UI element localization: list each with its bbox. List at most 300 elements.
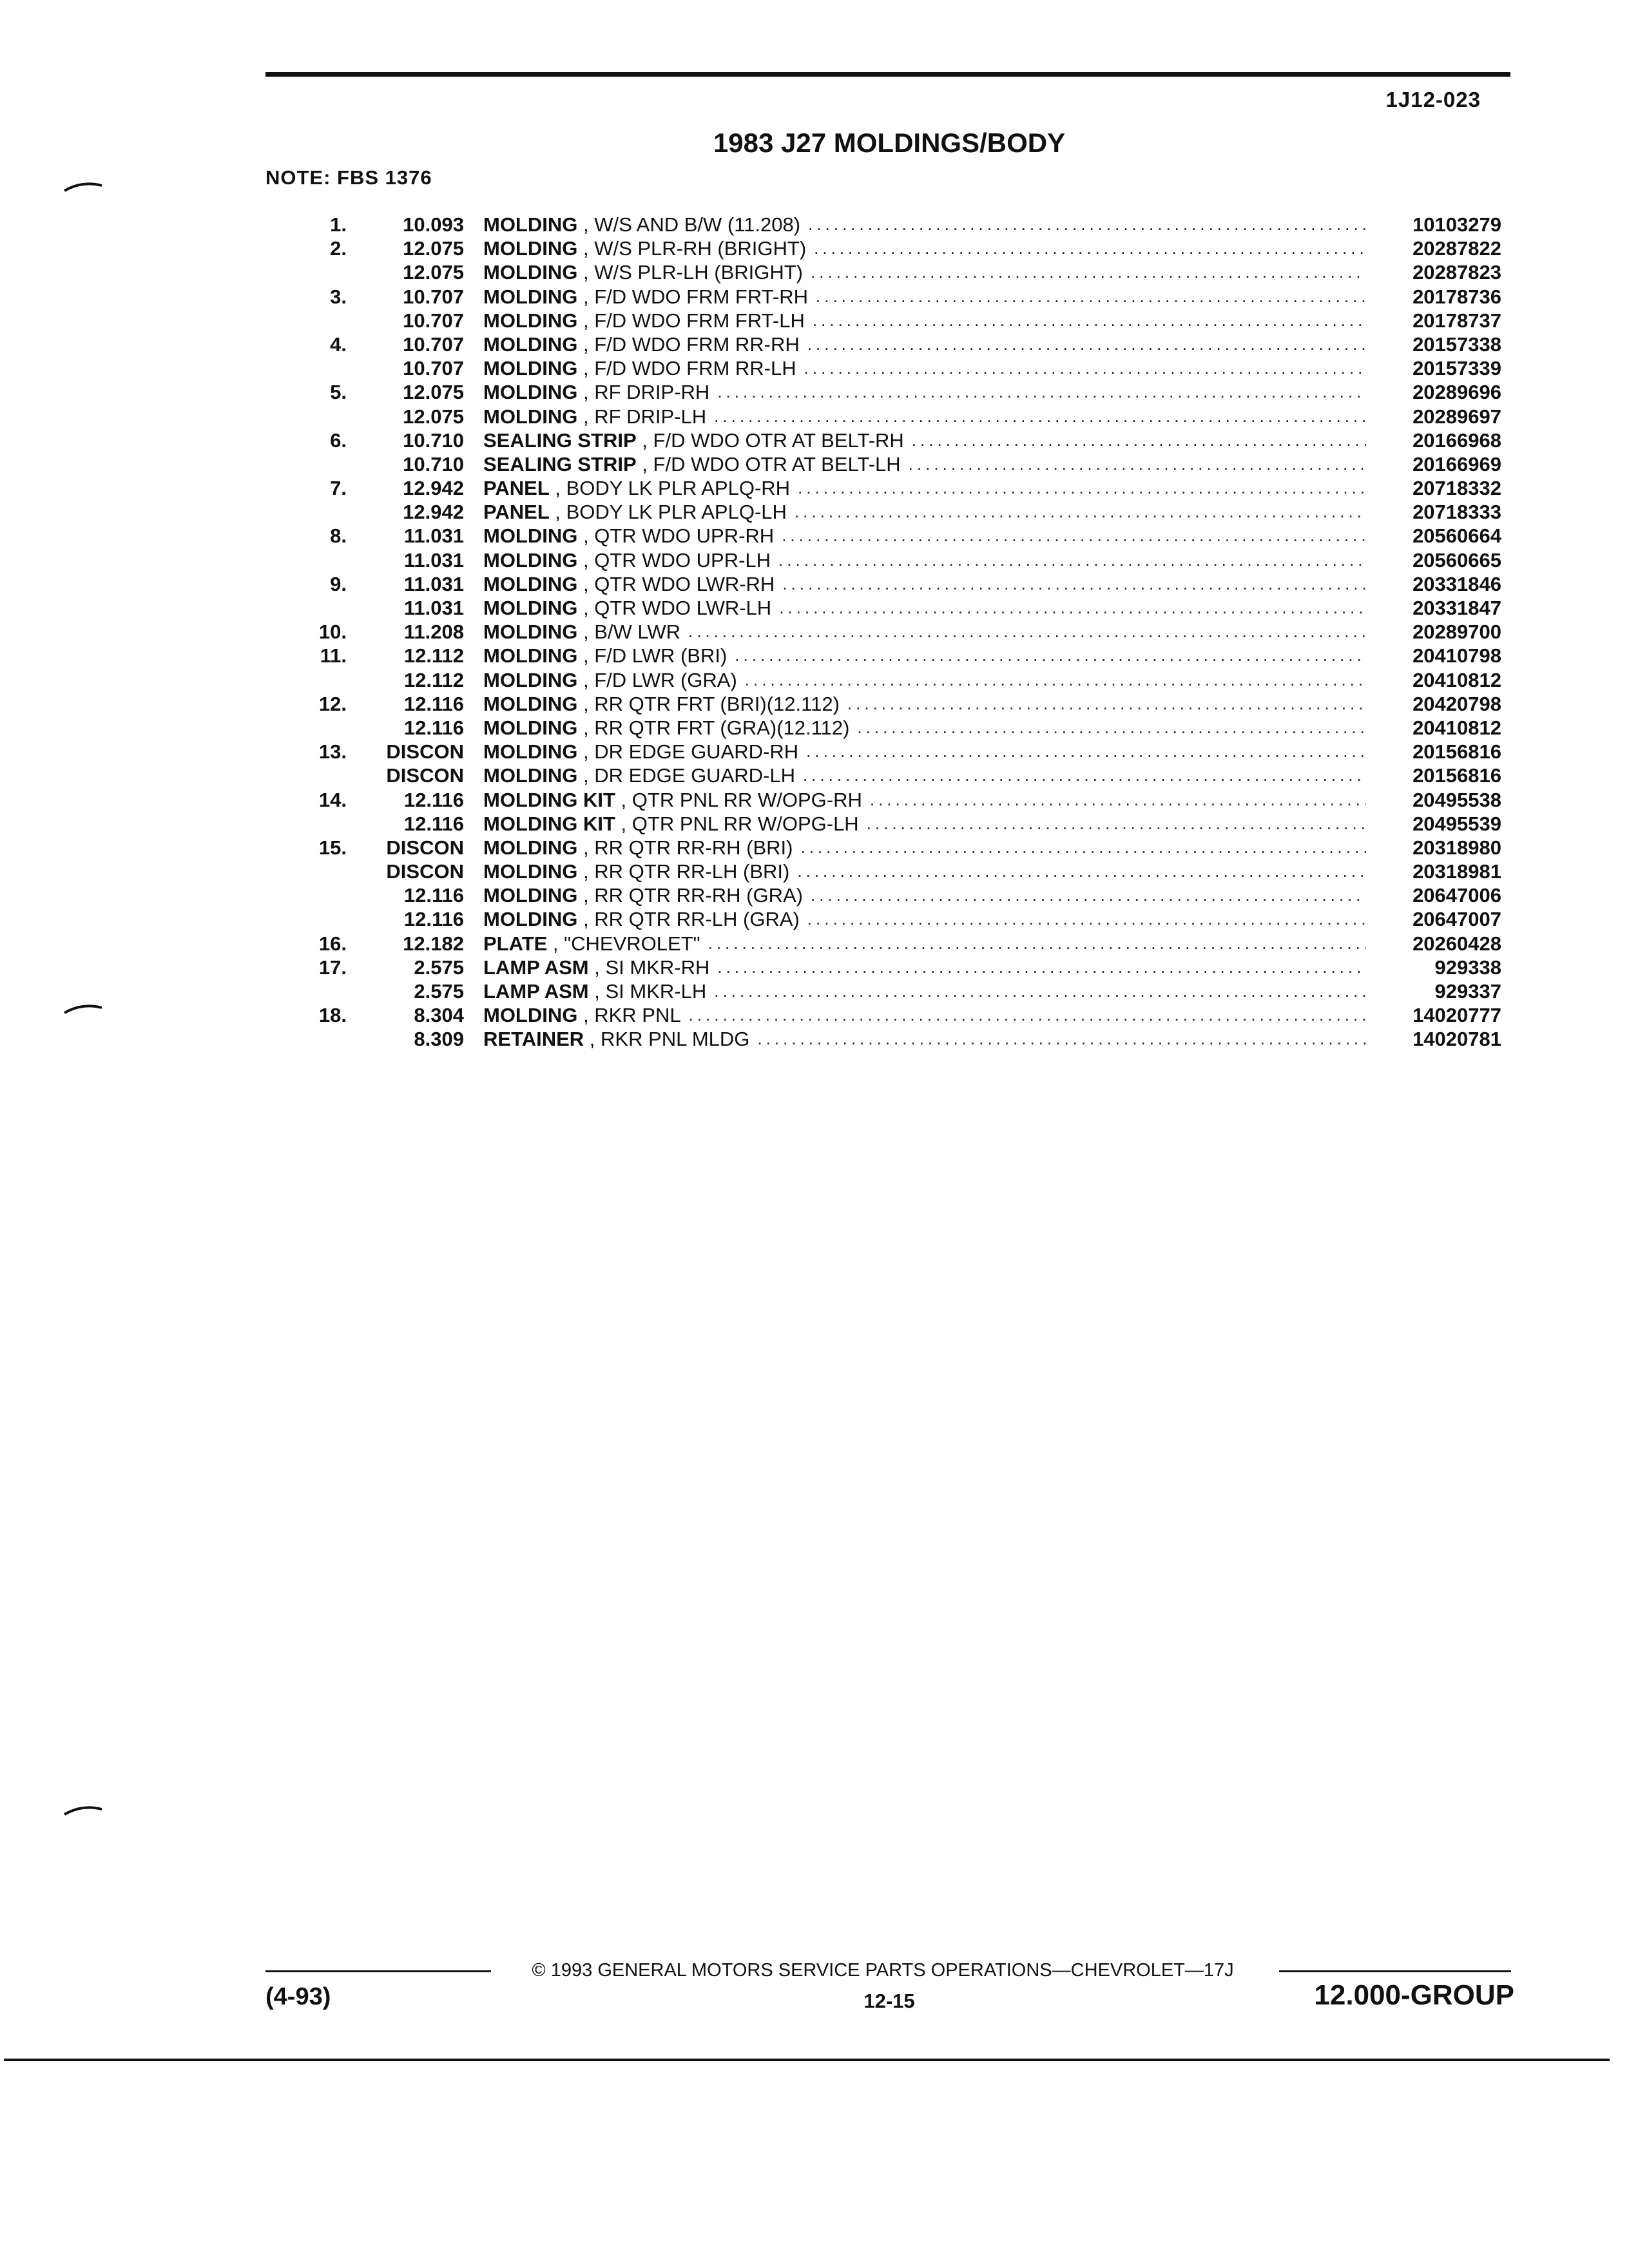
parts-row bbox=[0, 740, 1629, 764]
separator: , bbox=[577, 405, 595, 428]
reference-number: 16. bbox=[318, 932, 347, 955]
dot-leader bbox=[804, 356, 1366, 380]
separator: , bbox=[577, 213, 595, 236]
group-number: 12.075 bbox=[403, 405, 464, 428]
dot-leader bbox=[808, 213, 1366, 236]
reference-number: 8. bbox=[330, 524, 347, 548]
reference-number: 6. bbox=[330, 428, 347, 452]
top-rule bbox=[265, 72, 1510, 77]
part-name: MOLDING bbox=[483, 524, 578, 548]
parts-row bbox=[0, 907, 1629, 931]
parts-row bbox=[0, 979, 1629, 1003]
part-description bbox=[483, 644, 1366, 668]
reference-number: 18. bbox=[318, 1004, 347, 1027]
part-number: 929337 bbox=[1434, 980, 1501, 1003]
part-name: PLATE bbox=[483, 932, 548, 955]
separator: , bbox=[549, 477, 566, 500]
part-number: 14020777 bbox=[1412, 1004, 1501, 1027]
part-detail: RR QTR RR-LH (BRI) bbox=[594, 860, 790, 883]
part-number: 20495539 bbox=[1412, 812, 1501, 835]
separator: , bbox=[577, 1004, 595, 1027]
part-number: 20156816 bbox=[1412, 764, 1501, 787]
note: NOTE: FBS 1376 bbox=[265, 166, 432, 189]
separator: , bbox=[584, 1028, 601, 1051]
part-name: SEALING STRIP bbox=[483, 428, 637, 452]
group-number: 12.116 bbox=[403, 908, 464, 931]
part-name: MOLDING bbox=[483, 548, 578, 572]
part-name: MOLDING bbox=[483, 740, 578, 764]
part-detail: W/S PLR-RH (BRIGHT) bbox=[594, 237, 807, 260]
punch-mark bbox=[63, 1803, 103, 1817]
part-description bbox=[483, 452, 1366, 476]
parts-row bbox=[0, 716, 1629, 740]
part-name: MOLDING bbox=[483, 860, 578, 883]
separator: , bbox=[577, 309, 595, 332]
reference-number: 5. bbox=[330, 381, 347, 404]
part-name: MOLDING bbox=[483, 884, 578, 907]
group-number: DISCON bbox=[386, 836, 464, 859]
part-name: MOLDING bbox=[483, 836, 578, 859]
part-number: 20410812 bbox=[1412, 716, 1501, 739]
dot-leader bbox=[688, 620, 1366, 644]
part-number: 20331847 bbox=[1412, 597, 1501, 619]
part-name: LAMP ASM bbox=[483, 980, 589, 1003]
group-number: 12.075 bbox=[403, 381, 464, 404]
part-detail: F/D WDO OTR AT BELT-LH bbox=[653, 452, 901, 476]
separator: , bbox=[577, 764, 595, 787]
part-detail: DR EDGE GUARD-LH bbox=[594, 764, 795, 787]
part-number: 20560664 bbox=[1412, 524, 1501, 548]
part-number: 10103279 bbox=[1412, 213, 1501, 236]
dot-leader bbox=[782, 524, 1366, 548]
part-name: MOLDING bbox=[483, 405, 578, 428]
part-description bbox=[483, 788, 1366, 812]
part-detail: RF DRIP-RH bbox=[594, 381, 710, 404]
part-detail: RR QTR RR-RH (BRI) bbox=[594, 836, 793, 859]
parts-row bbox=[0, 572, 1629, 596]
part-description bbox=[483, 716, 1366, 740]
dot-leader bbox=[811, 883, 1366, 907]
reference-number: 1. bbox=[330, 213, 347, 236]
group-number: 12.075 bbox=[403, 261, 464, 284]
parts-row bbox=[0, 932, 1629, 956]
group-number: 12.942 bbox=[403, 501, 464, 524]
dot-leader bbox=[803, 764, 1366, 787]
part-detail: DR EDGE GUARD-RH bbox=[594, 740, 799, 764]
dot-leader bbox=[735, 644, 1366, 668]
part-name: MOLDING bbox=[483, 644, 578, 668]
dot-leader bbox=[847, 692, 1366, 716]
dot-leader bbox=[717, 380, 1366, 404]
parts-row bbox=[0, 1003, 1629, 1027]
part-description bbox=[483, 500, 1366, 524]
group-number: 11.031 bbox=[403, 548, 464, 572]
separator: , bbox=[577, 237, 595, 260]
part-number: 20289696 bbox=[1412, 381, 1501, 404]
part-number: 20178737 bbox=[1412, 309, 1501, 332]
reference-number: 2. bbox=[330, 237, 347, 260]
group-number: 12.112 bbox=[403, 668, 464, 691]
part-detail: RR QTR FRT (GRA)(12.112) bbox=[594, 716, 850, 739]
part-detail: RF DRIP-LH bbox=[594, 405, 707, 428]
part-number: 20718333 bbox=[1412, 501, 1501, 524]
parts-row bbox=[0, 476, 1629, 500]
part-name: RETAINER bbox=[483, 1028, 584, 1051]
part-number: 20718332 bbox=[1412, 477, 1501, 500]
separator: , bbox=[577, 332, 595, 356]
parts-row bbox=[0, 548, 1629, 572]
part-number: 20260428 bbox=[1412, 932, 1501, 955]
part-description bbox=[483, 548, 1366, 572]
part-number: 20166969 bbox=[1412, 452, 1501, 476]
parts-row bbox=[0, 380, 1629, 404]
part-detail: SI MKR-LH bbox=[605, 980, 707, 1003]
dot-leader bbox=[797, 860, 1366, 883]
dot-leader bbox=[795, 500, 1366, 524]
part-description bbox=[483, 883, 1366, 907]
group-number: 10.707 bbox=[403, 357, 464, 380]
group-number: 10.707 bbox=[403, 332, 464, 356]
parts-row bbox=[0, 332, 1629, 356]
part-description bbox=[483, 907, 1366, 931]
part-name: MOLDING bbox=[483, 309, 578, 332]
part-detail: QTR WDO LWR-LH bbox=[594, 597, 772, 619]
reference-number: 14. bbox=[318, 788, 347, 811]
group-number: 12.116 bbox=[403, 716, 464, 739]
separator: , bbox=[577, 644, 595, 668]
dot-leader bbox=[912, 428, 1366, 452]
part-description bbox=[483, 692, 1366, 716]
part-detail: SI MKR-RH bbox=[605, 956, 710, 979]
group-number: 8.309 bbox=[414, 1028, 464, 1051]
part-detail: RR QTR RR-RH (GRA) bbox=[594, 884, 803, 907]
dot-leader bbox=[757, 1027, 1366, 1051]
part-name: MOLDING bbox=[483, 668, 578, 691]
group-number: 11.031 bbox=[403, 524, 464, 548]
part-description bbox=[483, 428, 1366, 452]
part-name: MOLDING bbox=[483, 261, 578, 284]
parts-row bbox=[0, 285, 1629, 309]
group-number: 12.116 bbox=[403, 692, 464, 715]
separator: , bbox=[577, 357, 595, 380]
part-detail: F/D WDO FRM RR-LH bbox=[594, 357, 796, 380]
dot-leader bbox=[745, 668, 1366, 692]
dot-leader bbox=[689, 1003, 1366, 1027]
parts-row bbox=[0, 405, 1629, 428]
group-number: 11.208 bbox=[403, 620, 464, 644]
part-detail: RR QTR FRT (BRI)(12.112) bbox=[594, 692, 840, 715]
group-number: 12.116 bbox=[403, 788, 464, 811]
dot-leader bbox=[779, 596, 1366, 620]
part-name: PANEL bbox=[483, 501, 550, 524]
part-number: 20410798 bbox=[1412, 644, 1501, 668]
part-name: MOLDING KIT bbox=[483, 788, 615, 811]
bottom-rule bbox=[4, 2059, 1610, 2061]
part-description bbox=[483, 309, 1366, 332]
part-number: 14020781 bbox=[1412, 1028, 1501, 1051]
part-name: MOLDING bbox=[483, 620, 578, 644]
separator: , bbox=[577, 381, 595, 404]
group-number: 12.112 bbox=[403, 644, 464, 668]
dot-leader bbox=[714, 979, 1366, 1003]
document-code: 1J12-023 bbox=[1385, 88, 1481, 111]
parts-row bbox=[0, 260, 1629, 284]
page-number: 12-15 bbox=[863, 1990, 915, 2012]
group-number: 12.182 bbox=[403, 932, 464, 955]
part-number: 20289697 bbox=[1412, 405, 1501, 428]
reference-number: 10. bbox=[318, 620, 347, 644]
separator: , bbox=[577, 597, 595, 619]
separator: , bbox=[577, 836, 595, 859]
parts-row bbox=[0, 860, 1629, 883]
dot-leader bbox=[814, 236, 1366, 260]
part-number: 20420798 bbox=[1412, 692, 1501, 715]
parts-row bbox=[0, 356, 1629, 380]
part-number: 929338 bbox=[1434, 956, 1501, 979]
group-number: 10.707 bbox=[403, 309, 464, 332]
part-number: 20157338 bbox=[1412, 332, 1501, 356]
separator: , bbox=[615, 812, 632, 835]
part-description bbox=[483, 836, 1366, 860]
part-detail: F/D WDO OTR AT BELT-RH bbox=[653, 428, 904, 452]
dot-leader bbox=[800, 836, 1366, 860]
part-detail: QTR PNL RR W/OPG-RH bbox=[631, 788, 862, 811]
punch-mark bbox=[63, 179, 103, 193]
dot-leader bbox=[807, 332, 1366, 356]
separator: , bbox=[615, 788, 632, 811]
part-detail: "CHEVROLET" bbox=[564, 932, 700, 955]
part-number: 20156816 bbox=[1412, 740, 1501, 764]
separator: , bbox=[577, 908, 595, 931]
part-name: MOLDING bbox=[483, 1004, 578, 1027]
part-detail: B/W LWR bbox=[594, 620, 680, 644]
part-name: LAMP ASM bbox=[483, 956, 589, 979]
part-name: MOLDING bbox=[483, 213, 578, 236]
part-number: 20289700 bbox=[1412, 620, 1501, 644]
separator: , bbox=[577, 285, 595, 308]
part-description bbox=[483, 332, 1366, 356]
group-number: DISCON bbox=[386, 764, 464, 787]
parts-list bbox=[0, 213, 1629, 1052]
footer-group: 12.000-GROUP bbox=[1314, 1979, 1514, 2011]
part-name: MOLDING bbox=[483, 764, 578, 787]
separator: , bbox=[577, 620, 595, 644]
part-number: 20331846 bbox=[1412, 572, 1501, 595]
part-description bbox=[483, 812, 1366, 836]
part-detail: F/D WDO FRM FRT-RH bbox=[594, 285, 808, 308]
part-description bbox=[483, 979, 1366, 1003]
part-detail: F/D LWR (GRA) bbox=[594, 668, 737, 691]
footer-date: (4-93) bbox=[265, 1983, 331, 2010]
footer-copyright: © 1993 GENERAL MOTORS SERVICE PARTS OPERATIONS—CHEVROLET—17J bbox=[532, 1960, 1234, 1981]
part-detail: F/D LWR (BRI) bbox=[594, 644, 728, 668]
part-detail: RR QTR RR-LH (GRA) bbox=[594, 908, 800, 931]
dot-leader bbox=[798, 476, 1366, 500]
part-number: 20318980 bbox=[1412, 836, 1501, 859]
part-description bbox=[483, 380, 1366, 404]
dot-leader bbox=[816, 285, 1366, 309]
group-number: 10.710 bbox=[403, 452, 464, 476]
part-description bbox=[483, 620, 1366, 644]
part-detail: QTR WDO LWR-RH bbox=[594, 572, 775, 595]
part-detail: BODY LK PLR APLQ-LH bbox=[566, 501, 787, 524]
part-name: MOLDING KIT bbox=[483, 812, 615, 835]
group-number: 8.304 bbox=[414, 1004, 464, 1027]
part-name: MOLDING bbox=[483, 716, 578, 739]
parts-row bbox=[0, 500, 1629, 524]
part-description bbox=[483, 476, 1366, 500]
separator: , bbox=[577, 572, 595, 595]
part-number: 20647006 bbox=[1412, 884, 1501, 907]
part-number: 20166968 bbox=[1412, 428, 1501, 452]
parts-row bbox=[0, 812, 1629, 836]
part-description bbox=[483, 1003, 1366, 1027]
part-detail: F/D WDO FRM FRT-LH bbox=[594, 309, 805, 332]
group-number: 2.575 bbox=[414, 980, 464, 1003]
part-name: MOLDING bbox=[483, 692, 578, 715]
part-description bbox=[483, 405, 1366, 428]
part-name: SEALING STRIP bbox=[483, 452, 637, 476]
part-detail: W/S AND B/W (11.208) bbox=[594, 213, 801, 236]
dot-leader bbox=[857, 716, 1366, 740]
part-name: MOLDING bbox=[483, 357, 578, 380]
part-description bbox=[483, 596, 1366, 620]
separator: , bbox=[577, 548, 595, 572]
parts-row bbox=[0, 883, 1629, 907]
part-number: 20287823 bbox=[1412, 261, 1501, 284]
part-number: 20178736 bbox=[1412, 285, 1501, 308]
separator: , bbox=[636, 428, 653, 452]
dot-leader bbox=[717, 956, 1366, 979]
parts-row bbox=[0, 764, 1629, 787]
separator: , bbox=[636, 452, 653, 476]
part-description bbox=[483, 956, 1366, 979]
reference-number: 15. bbox=[318, 836, 347, 859]
part-number: 20287822 bbox=[1412, 237, 1501, 260]
group-number: 12.116 bbox=[403, 812, 464, 835]
group-number: 10.093 bbox=[403, 213, 464, 236]
part-number: 20560665 bbox=[1412, 548, 1501, 572]
separator: , bbox=[577, 884, 595, 907]
parts-row bbox=[0, 524, 1629, 548]
part-name: MOLDING bbox=[483, 285, 578, 308]
separator: , bbox=[577, 716, 595, 739]
separator: , bbox=[577, 740, 595, 764]
reference-number: 13. bbox=[318, 740, 347, 764]
group-number: 2.575 bbox=[414, 956, 464, 979]
part-detail: QTR WDO UPR-RH bbox=[594, 524, 775, 548]
reference-number: 17. bbox=[318, 956, 347, 979]
parts-row bbox=[0, 788, 1629, 812]
part-number: 20410812 bbox=[1412, 668, 1501, 691]
separator: , bbox=[577, 668, 595, 691]
group-number: 10.710 bbox=[403, 428, 464, 452]
parts-row bbox=[0, 596, 1629, 620]
group-number: DISCON bbox=[386, 740, 464, 764]
group-number: DISCON bbox=[386, 860, 464, 883]
part-name: MOLDING bbox=[483, 381, 578, 404]
parts-row bbox=[0, 644, 1629, 668]
dot-leader bbox=[806, 740, 1366, 764]
part-description bbox=[483, 213, 1366, 236]
parts-row bbox=[0, 1027, 1629, 1051]
part-description bbox=[483, 524, 1366, 548]
part-description bbox=[483, 572, 1366, 596]
separator: , bbox=[577, 261, 595, 284]
reference-number: 3. bbox=[330, 285, 347, 308]
part-detail: RKR PNL MLDG bbox=[601, 1028, 750, 1051]
parts-row bbox=[0, 668, 1629, 692]
part-description bbox=[483, 860, 1366, 883]
part-detail: QTR PNL RR W/OPG-LH bbox=[631, 812, 859, 835]
part-description bbox=[483, 1027, 1366, 1051]
part-name: MOLDING bbox=[483, 597, 578, 619]
reference-number: 7. bbox=[330, 477, 347, 500]
part-name: MOLDING bbox=[483, 908, 578, 931]
part-description bbox=[483, 356, 1366, 380]
separator: , bbox=[549, 501, 566, 524]
parts-row bbox=[0, 236, 1629, 260]
parts-row bbox=[0, 836, 1629, 860]
part-detail: QTR WDO UPR-LH bbox=[594, 548, 771, 572]
parts-row bbox=[0, 309, 1629, 332]
part-number: 20647007 bbox=[1412, 908, 1501, 931]
dot-leader bbox=[807, 907, 1366, 931]
separator: , bbox=[577, 524, 595, 548]
part-name: PANEL bbox=[483, 477, 550, 500]
footer-rule bbox=[265, 1970, 491, 1972]
group-number: 12.116 bbox=[403, 884, 464, 907]
page-title: 1983 J27 MOLDINGS/BODY bbox=[713, 128, 1066, 158]
group-number: 11.031 bbox=[403, 572, 464, 595]
parts-row bbox=[0, 692, 1629, 716]
part-number: 20157339 bbox=[1412, 357, 1501, 380]
dot-leader bbox=[778, 548, 1366, 572]
part-number: 20495538 bbox=[1412, 788, 1501, 811]
group-number: 12.942 bbox=[403, 477, 464, 500]
group-number: 12.075 bbox=[403, 237, 464, 260]
dot-leader bbox=[782, 572, 1366, 596]
separator: , bbox=[588, 980, 606, 1003]
part-detail: W/S PLR-LH (BRIGHT) bbox=[594, 261, 804, 284]
parts-row bbox=[0, 213, 1629, 236]
part-detail: F/D WDO FRM RR-RH bbox=[594, 332, 800, 356]
reference-number: 11. bbox=[320, 644, 347, 668]
part-description bbox=[483, 740, 1366, 764]
dot-leader bbox=[870, 788, 1366, 812]
part-description bbox=[483, 260, 1366, 284]
parts-row bbox=[0, 452, 1629, 476]
footer-rule bbox=[1279, 1970, 1511, 1972]
parts-row bbox=[0, 956, 1629, 979]
part-description bbox=[483, 236, 1366, 260]
part-description bbox=[483, 764, 1366, 787]
part-description bbox=[483, 285, 1366, 309]
separator: , bbox=[577, 692, 595, 715]
separator: , bbox=[588, 956, 606, 979]
dot-leader bbox=[867, 812, 1366, 836]
part-number: 20318981 bbox=[1412, 860, 1501, 883]
dot-leader bbox=[909, 452, 1366, 476]
parts-row bbox=[0, 620, 1629, 644]
reference-number: 12. bbox=[318, 692, 347, 715]
reference-number: 4. bbox=[330, 332, 347, 356]
group-number: 10.707 bbox=[403, 285, 464, 308]
part-description bbox=[483, 668, 1366, 692]
separator: , bbox=[547, 932, 564, 955]
parts-row bbox=[0, 428, 1629, 452]
part-name: MOLDING bbox=[483, 572, 578, 595]
